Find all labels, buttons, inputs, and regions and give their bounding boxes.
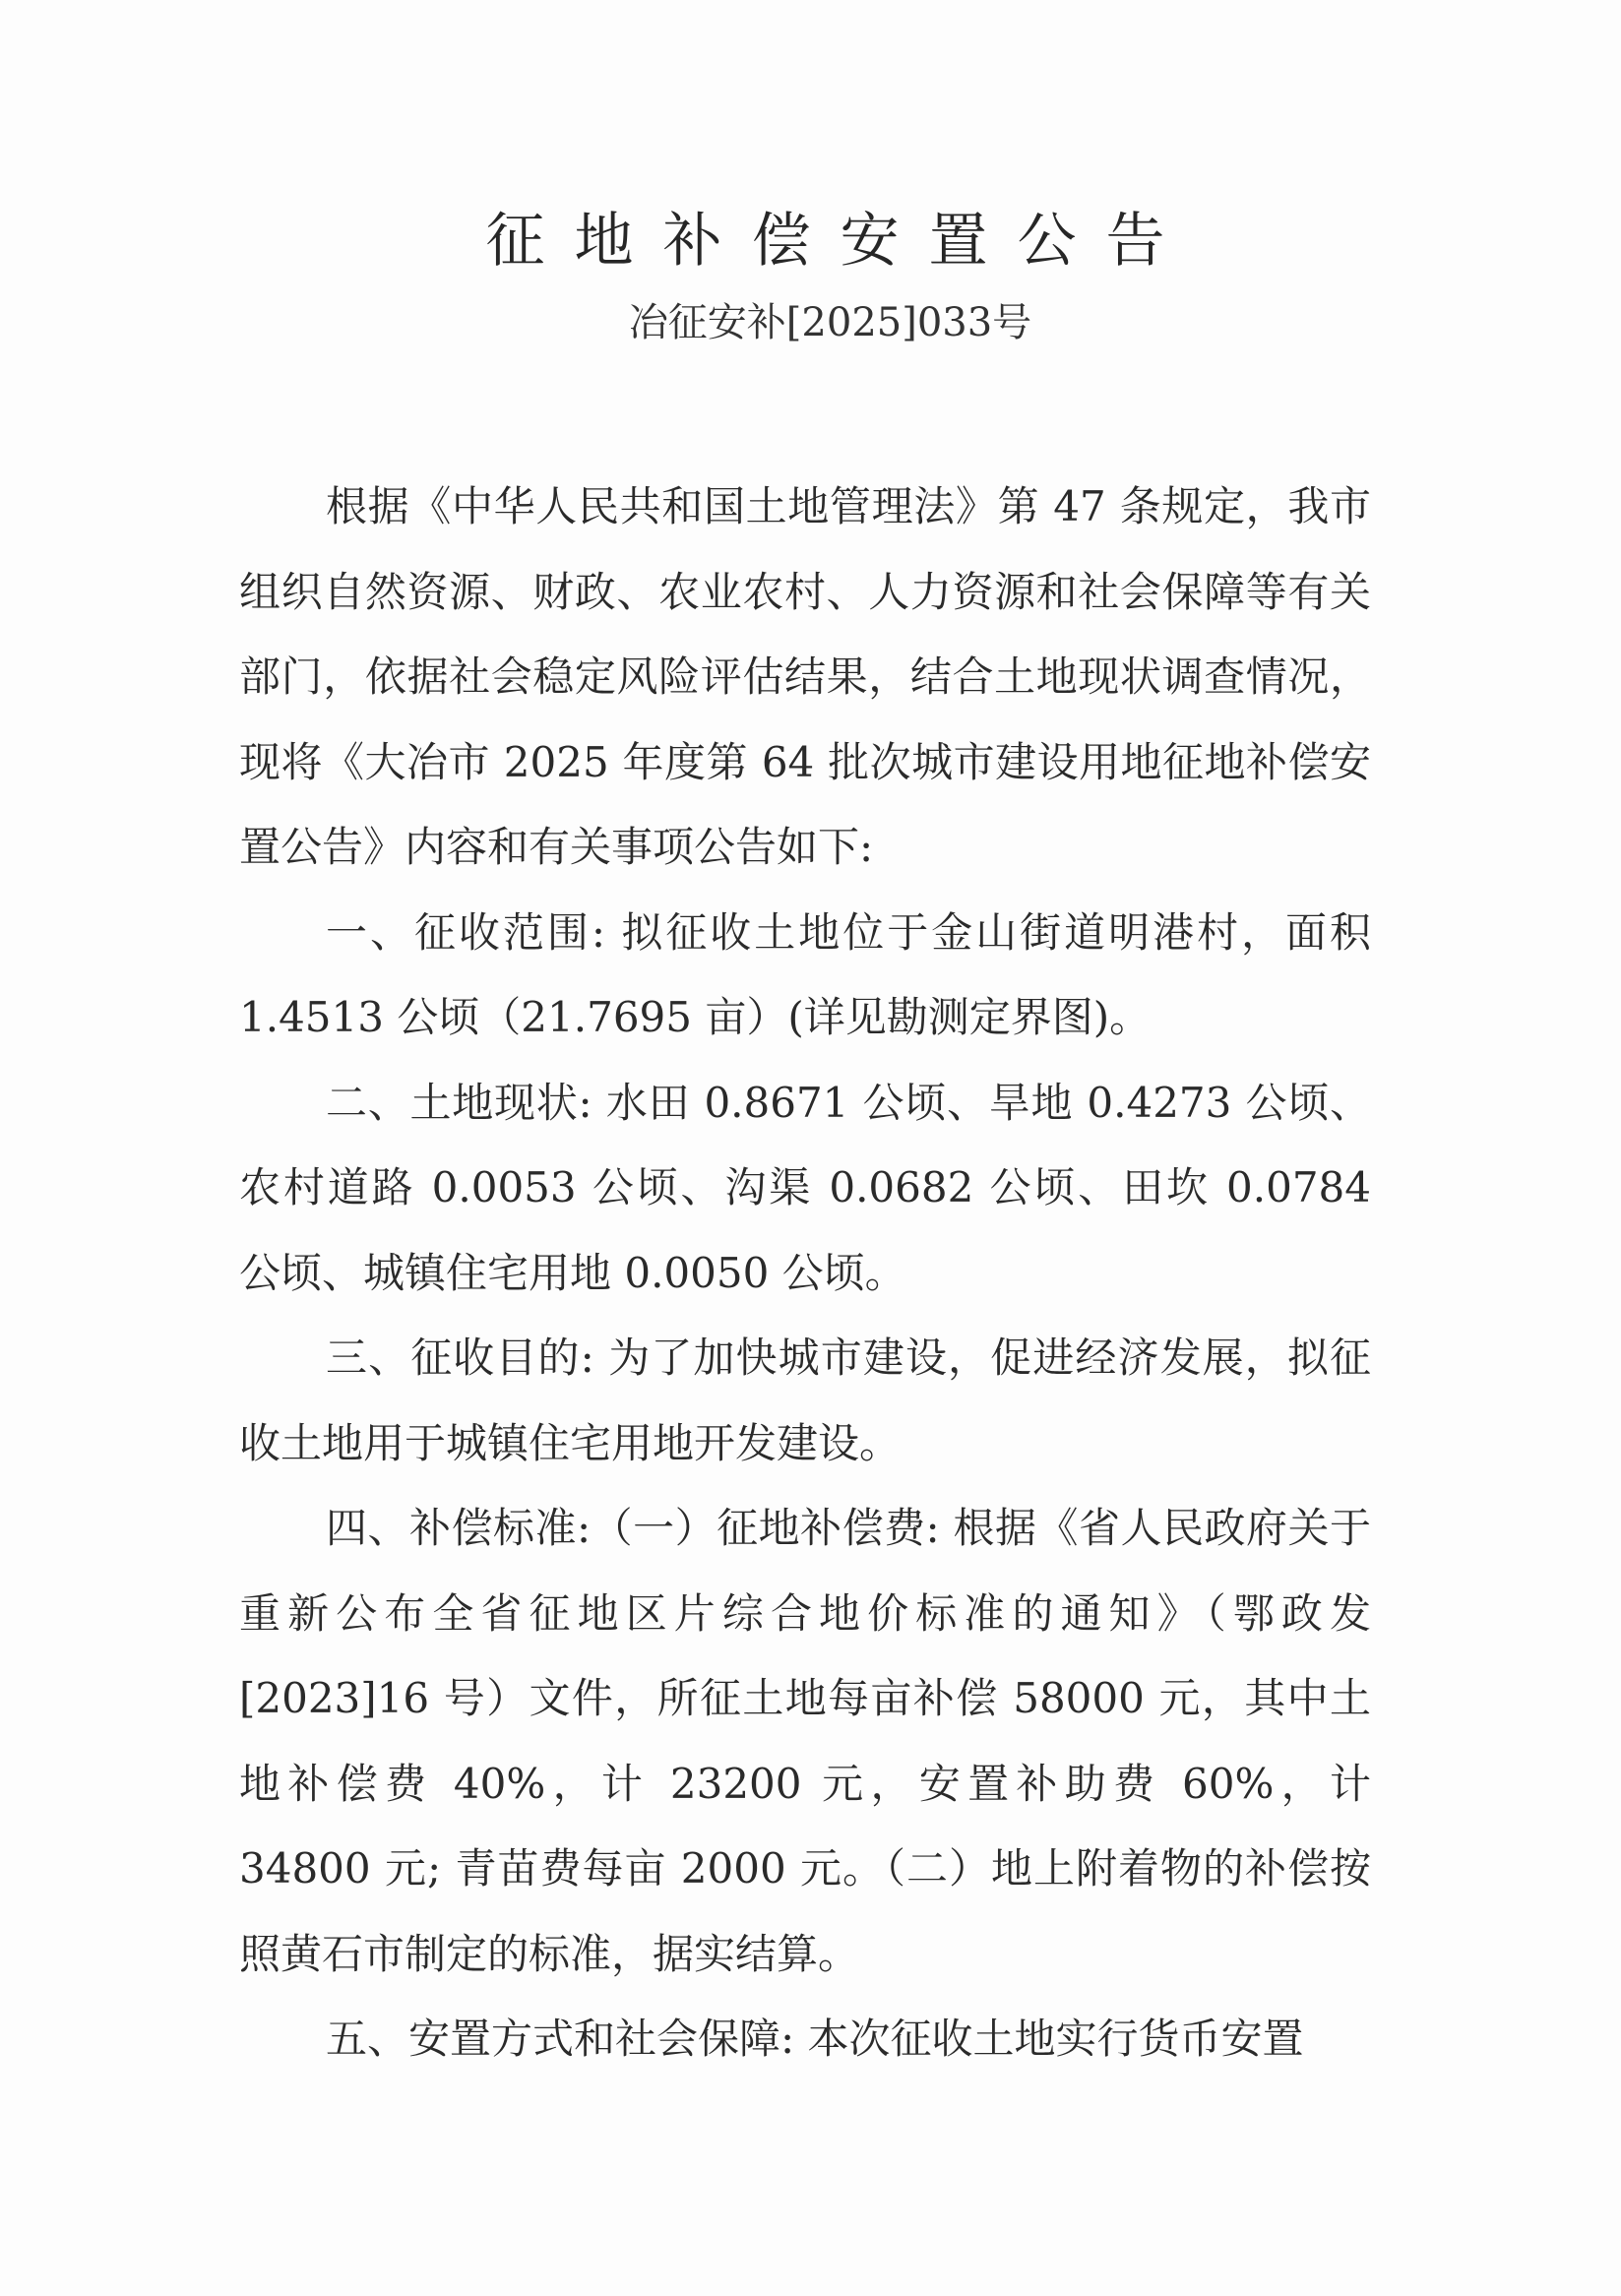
paragraph-land-status: 二、土地现状: 水田 0.8671 公顷、旱地 0.4273 公顷、农村道路 0.0053 公顷、沟渠 0.0682 公顷、田坎 0.0784 公顷、城镇住宅用地 0.0050 公顷。: [239, 1078, 1371, 1297]
paragraph-scope: 一、征收范围: 拟征收土地位于金山街道明港村，面积1.4513 公顷（21.7695 亩）(详见勘测定界图)。: [239, 907, 1371, 1041]
paragraph-purpose: 三、征收目的: 为了加快城市建设，促进经济发展，拟征收土地用于城镇住宅用地开发建设。: [239, 1334, 1371, 1467]
paragraph-compensation: 四、补偿标准:（一）征地补偿费: 根据《省人民政府关于重新公布全省征地区片综合地价标准的通知》（鄂政发[2023]16 号）文件，所征土地每亩补偿 58000 元，其中土地补偿费 40%，计 23200 元，安置补助费 60%，计 34800 元; 青苗费每亩 2000 元。（二）地上附着物的补偿按照黄石市制定的标准，据实结算。: [239, 1504, 1371, 1978]
paragraph-resettlement: 五、安置方式和社会保障: 本次征收土地实行货币安置: [326, 2015, 1304, 2063]
document-title: 征地补偿安置公告: [485, 207, 1195, 276]
paragraph-intro: 根据《中华人民共和国土地管理法》第 47 条规定，我市组织自然资源、财政、农业农村、人力资源和社会保障等有关部门，依据社会稳定风险评估结果，结合土地现状调查情况，现将《大冶市 2025 年度第 64 批次城市建设用地征地补偿安置公告》内容和有关事项公告如下:: [239, 482, 1371, 871]
document-number: 冶征安补[2025]033号: [628, 300, 1032, 345]
document-body: [239, 465, 1371, 2082]
